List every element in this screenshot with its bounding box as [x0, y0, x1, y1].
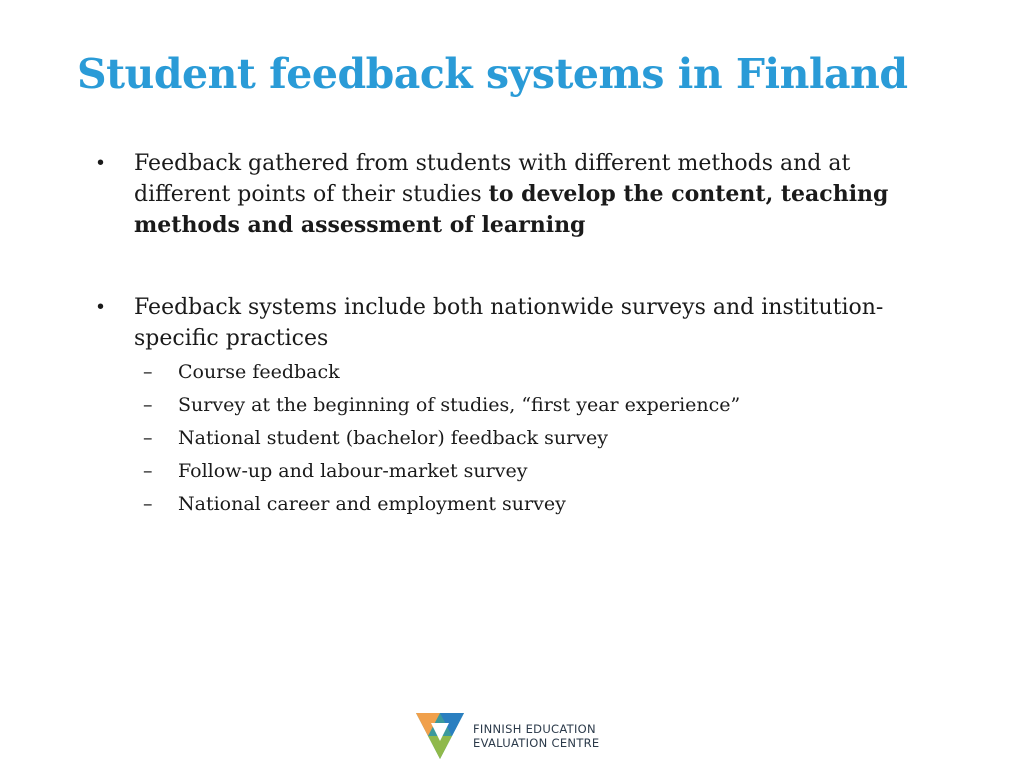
karvi-logo	[413, 710, 600, 762]
dash-marker: –	[143, 493, 153, 515]
sub-bullet-label: National career and employment survey	[178, 493, 566, 515]
bullet-marker: •	[97, 296, 105, 318]
bullet-text	[134, 148, 897, 241]
bullet-text-bold: to develop the content, teaching methods and assessment of learning	[134, 181, 889, 238]
sub-bullet-item	[143, 422, 740, 455]
sub-bullet-item	[143, 455, 740, 488]
slide-title: Student feedback systems in Finland	[77, 50, 908, 98]
dash-marker: –	[143, 427, 153, 449]
dash-marker: –	[143, 361, 153, 383]
bullet-marker: •	[97, 152, 105, 174]
dash-marker: –	[143, 460, 153, 482]
logo-wordmark	[473, 722, 600, 750]
logo-line-1: FINNISH EDUCATION	[473, 722, 596, 736]
bullet-item	[97, 148, 897, 241]
triangle-logo-icon	[413, 710, 467, 762]
sub-bullet-label: Course feedback	[178, 361, 340, 383]
bullet-text: Feedback systems include both nationwide surveys and institution-specific practices	[134, 295, 884, 351]
dash-marker: –	[143, 394, 153, 416]
sub-bullet-item	[143, 488, 740, 521]
sub-bullet-item	[143, 389, 740, 422]
sub-bullet-label: National student (bachelor) feedback survey	[178, 427, 608, 449]
sub-bullet-list	[143, 356, 740, 521]
bullet-text-plain: Feedback gathered from students with different methods and at different points of their studies	[134, 151, 851, 207]
sub-bullet-label: Survey at the beginning of studies, “first year experience”	[178, 394, 741, 416]
sub-bullet-item	[143, 356, 740, 389]
bullet-item	[97, 292, 897, 354]
logo-line-2: EVALUATION CENTRE	[473, 736, 600, 750]
sub-bullet-label: Follow-up and labour-market survey	[178, 460, 528, 482]
